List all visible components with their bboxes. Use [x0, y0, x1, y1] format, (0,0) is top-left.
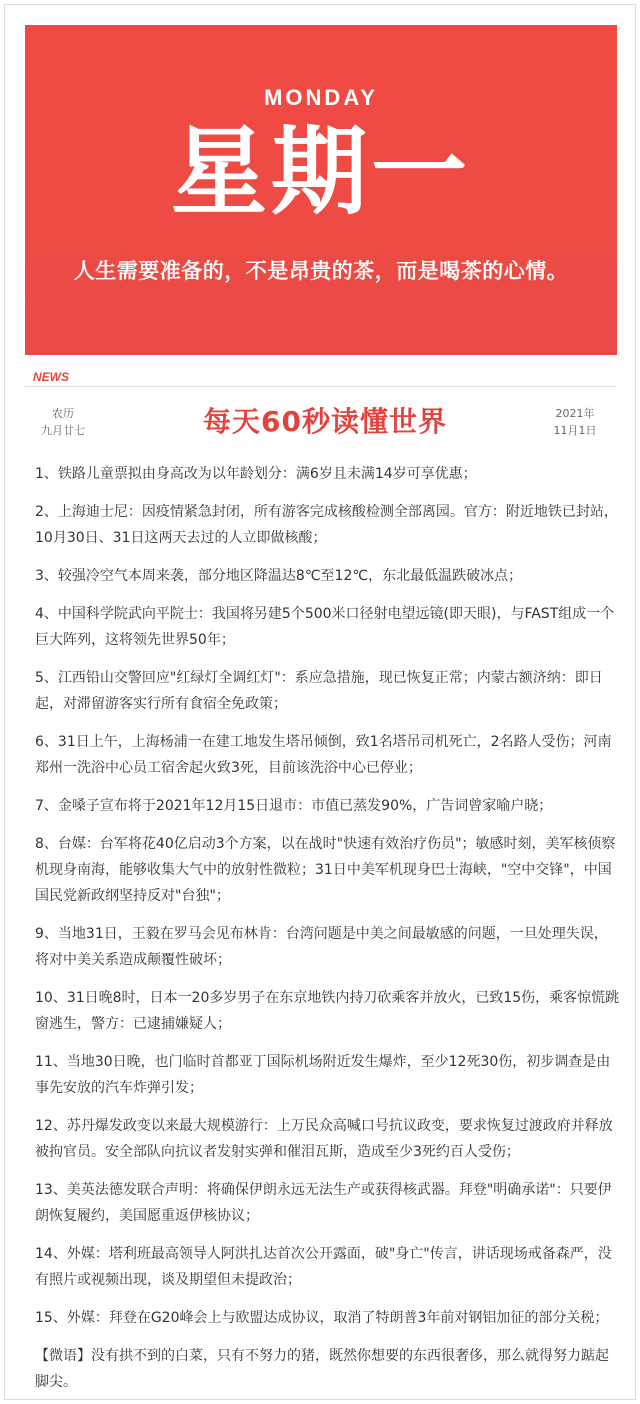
date-year: 2021年: [555, 407, 595, 420]
news-item: 12、苏丹爆发政变以来最大规模游行：上万民众高喊口号抗议政变，要求恢复过渡政府并释放被拘官员。安全部队向抗议者发射实弹和催泪瓦斯，造成至少3死约百人受伤；: [35, 1118, 613, 1160]
page-frame: [4, 4, 636, 1400]
gregorian-date-block: [545, 405, 605, 439]
news-item: 14、外媒：塔利班最高领导人阿洪扎达首次公开露面，破"身亡"传言，讲话现场戒备森严，没有照片或视频出现，谈及期望但未提政治；: [35, 1246, 612, 1288]
news-item: 8、台媒：台军将花40亿启动3个方案，以在战时"快速有效治疗伤员"；敏感时刻，美军核侦察机现身南海，能够收集大气中的放射性微粒；31日中美军机现身巴士海峡，"空中交锋"，中国国民党新政纲坚持反对"台独"；: [35, 836, 616, 904]
banner-english-day: MONDAY: [264, 85, 378, 110]
news-item: 3、较强冷空气本周来袭，部分地区降温达8℃至12℃，东北最低温跌破冰点；: [35, 568, 523, 584]
news-item: 4、中国科学院武向平院士：我国将另建5个500米口径射电望远镜(即天眼)，与FAST组成一个巨大阵列，这将领先世界50年；: [35, 606, 615, 648]
news-item: 2、上海迪士尼：因疫情紧急封闭，所有游客完成核酸检测全部离园。官方：附近地铁已封站，10月30日、31日这两天去过的人立即做核酸；: [35, 504, 618, 546]
news-item: 15、外媒：拜登在G20峰会上与欧盟达成协议，取消了特朗普3年前对钢铝加征的部分关税；: [35, 1310, 609, 1326]
page-title: 每天60秒读懂世界: [203, 405, 447, 438]
date-month-day: 11月1日: [553, 424, 597, 437]
news-item: 6、31日上午，上海杨浦一在建工地发生塔吊倾倒，致1名塔吊司机死亡，2名路人受伤；河南郑州一洗浴中心员工宿舍起火致3死，目前该洗浴中心已停业；: [35, 734, 612, 776]
news-item: 5、江西铅山交警回应"红绿灯全调红灯"：系应急措施，现已恢复正常；内蒙古额济纳：即日起，对滞留游客实行所有食宿全免政策；: [35, 670, 603, 712]
daily-quote: 【微语】没有拱不到的白菜，只有不努力的猪，既然你想要的东西很奢侈，那么就得努力踮起脚尖。: [35, 1348, 609, 1390]
news-tag: NEWS: [33, 370, 69, 384]
lunar-date-block: [33, 405, 93, 439]
news-item: 13、美英法德发联合声明：将确保伊朗永远无法生产或获得核武器。拜登"明确承诺"：只要伊朗恢复履约，美国愿重返伊核协议；: [35, 1182, 612, 1224]
lunar-date: 九月廿七: [41, 424, 85, 437]
lunar-label: 农历: [52, 407, 74, 420]
divider: [25, 386, 617, 387]
news-item: 1、铁路儿童票拟由身高改为以年龄划分：满6岁且未满14岁可享优惠；: [35, 466, 477, 482]
news-item: 7、金嗓子宣布将于2021年12月15日退市：市值已蒸发90%，广告词曾家喻户晓；: [35, 798, 553, 814]
news-item: 10、31日晚8时，日本一20多岁男子在东京地铁内持刀砍乘客并放火，已致15伤，乘客惊慌跳窗逃生，警方：已逮捕嫌疑人；: [35, 990, 620, 1032]
weekday-banner: [25, 25, 617, 355]
news-item: 11、当地30日晚，也门临时首都亚丁国际机场附近发生爆炸，至少12死30伤，初步调查是由事先安放的汽车炸弹引发；: [35, 1054, 611, 1096]
news-list: [35, 461, 620, 1395]
news-item: 9、当地31日，王毅在罗马会见布林肯：台湾问题是中美之间最敏感的问题，一旦处理失误，将对中美关系造成颠覆性破坏；: [35, 926, 608, 968]
banner-chinese-day: 星期一: [171, 116, 471, 228]
banner-slogan: 人生需要准备的，不是昂贵的茶，而是喝茶的心情。: [73, 259, 569, 283]
